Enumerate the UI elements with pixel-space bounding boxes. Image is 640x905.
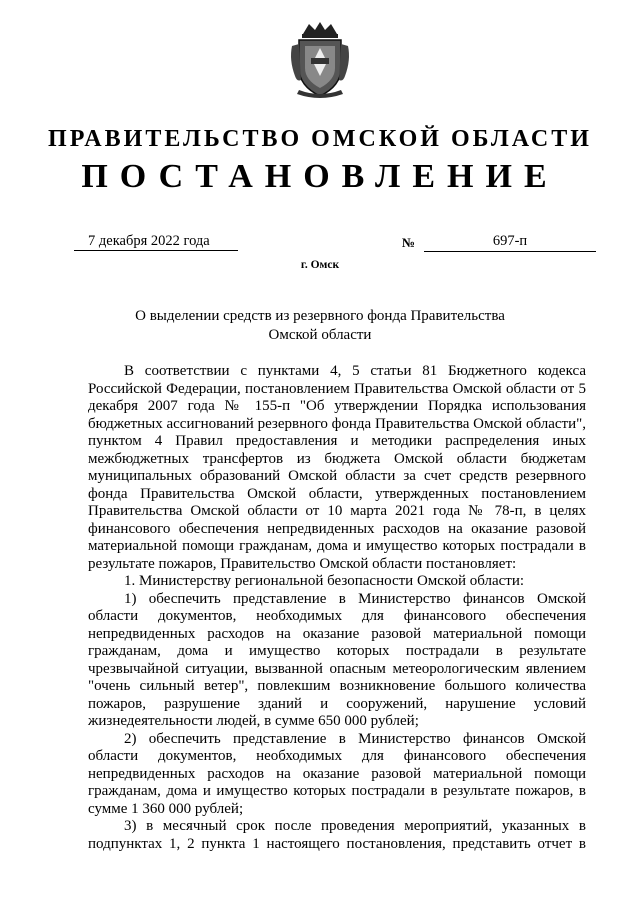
item-1-1-paragraph: 1) обеспечить представление в Министерство финансов Омской области документов, необходимых для финансового обеспечения непредвиденных расходов на оказание разовой материальной помощи гражданам, дома и имущество которых пострадали в результате чрезвычайной ситуации, вызванной опасным метеорологическим явлением "очень сильный ветер", повлекшим возникновение большого количества пожаров, разрушение зданий и сооружений, нарушение условий жизнедеятельности людей, в сумме 650 000 рублей; — [88, 590, 586, 729]
document-date: 7 декабря 2022 года — [74, 233, 238, 251]
subject-line-2: Омской области — [268, 327, 372, 343]
document-number: 697-п — [424, 233, 596, 252]
item-1-2-paragraph: 2) обеспечить представление в Министерство финансов Омской области документов, необходимых для финансового обеспечения непредвиденных расходов на оказание разовой материальной помощи гражданам, дома и имущество которых пострадали в результате пожаров, в сумме 1 360 000 рублей; — [88, 730, 586, 817]
item-1-3-paragraph: 3) в месячный срок после проведения мероприятий, указанных в подпунктах 1, 2 пункта 1 настоящего постановления, представить отчет в — [88, 818, 586, 852]
document-subject — [120, 307, 520, 345]
subject-line-1: О выделении средств из резервного фонда Правительства — [135, 308, 505, 324]
organization-title: ПРАВИТЕЛЬСТВО ОМСКОЙ ОБЛАСТИ — [48, 126, 592, 152]
omsk-coat-of-arms-icon — [289, 20, 351, 102]
preamble-paragraph: В соответствии с пунктами 4, 5 статьи 81 Бюджетного кодекса Российской Федерации, постановлением Правительства Омской области от 5 декабря 2007 года № 155-п "Об утверждении Порядка использования бюджетных ассигнований резервного фонда Правительства Омской области", пунктом 4 Правил предоставления и методики распределения иных межбюджетных трансфертов из бюджета Омской области бюджетам муниципальных образований Омской области за счет средств резервного фонда Правительства Омской области, утвержденных постановлением Правительства Омской области от 10 марта 2021 года № 78-п, в целях финансового обеспечения непредвиденных расходов на оказание разовой материальной помощи гражданам, дома и имущество которых пострадали в результате пожаров, Правительство Омской области постановляет: — [88, 363, 586, 572]
city-label: г. Омск — [300, 259, 340, 271]
number-sign: № — [402, 235, 416, 250]
document-body — [88, 363, 586, 853]
document-type-title: ПОСТАНОВЛЕНИЕ — [81, 158, 559, 195]
item-1-paragraph: 1. Министерству региональной безопасности Омской области: — [124, 573, 525, 589]
